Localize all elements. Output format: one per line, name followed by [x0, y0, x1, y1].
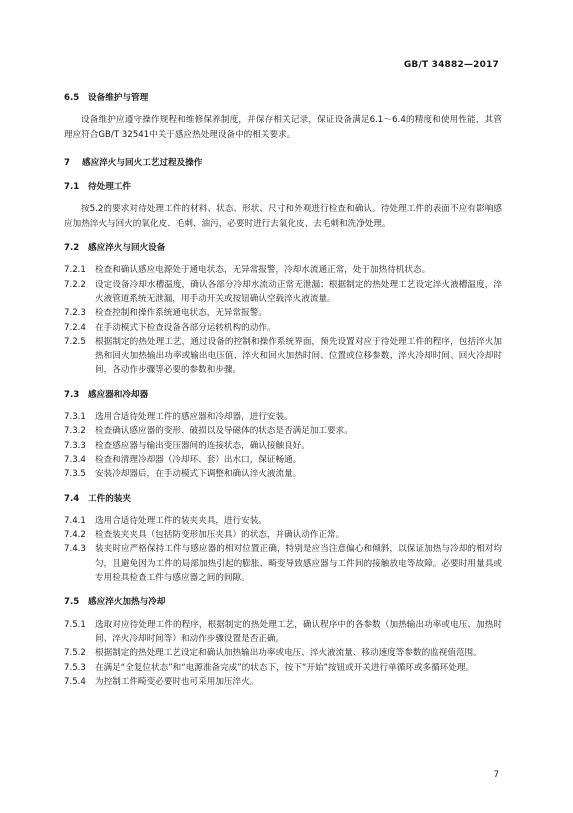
clause-item	[64, 646, 502, 660]
clause-item	[64, 263, 502, 277]
clause-number: 7.3.5	[64, 469, 86, 480]
clause-text: 检查感应器与输出变压器间的连接状态，确认接触良好。	[95, 440, 310, 451]
clause-text: 检查确认感应器的变形、破损以及导磁体的状态是否满足加工要求。	[95, 426, 353, 437]
clause-item	[64, 410, 502, 424]
section-heading-7-5	[64, 595, 502, 609]
clause-number: 7.2.2	[64, 279, 86, 290]
clause-number: 7.4.2	[64, 530, 86, 541]
clause-text: 装夹时应严格保持工件与感应器的相对位置正确，特别是应当注意偏心和倾斜，以保证加热与冷却的相对均匀，且避免因为工件的局部加热引起的膨胀、畸变导致感应器与工件间的接触放电等故障。必要时用量具或专用检具检查工件与感应器之间的间隙。	[95, 544, 502, 584]
clause-text: 选用合适待处理工件的感应器和冷却器，进行安装。	[95, 412, 293, 423]
clause-number: 7.2.3	[64, 308, 86, 319]
paragraph: 按5.2的要求对待处理工件的材料、状态、形状、尺寸和外观进行检查和确认。待处理工件的表面不应有影响感应加热淬火与回火的氧化皮、毛刺、油污，必要时进行去氧化皮、去毛刺和洗净处理。	[64, 204, 502, 229]
clause-item	[64, 278, 502, 307]
section-number: 6.5	[64, 93, 80, 103]
section-heading-7-2	[64, 241, 502, 255]
section-title: 待处理工件	[88, 182, 131, 193]
section-title: 设备维护与管理	[88, 93, 149, 103]
clause-text: 设定设备冷却水槽温度，确认各部分冷却水流动正常无泄漏；根据制定的热处理工艺设定淬火液槽温度，淬火液管道系统无泄漏，用手动开关或按钮确认空载淬火液流量。	[95, 279, 502, 304]
section-number: 7.3	[64, 389, 80, 400]
paragraph: 设备维护应遵守操作规程和维修保养制度，并保存相关记录，保证设备满足6.1～6.4的精度和使用性能，其管理应符合GB/T 32541中关于感应热处理设备中的相关要求。	[64, 115, 502, 140]
clause-item	[64, 467, 502, 481]
clause-number: 7.3.3	[64, 440, 86, 451]
clause-text: 在满足“全复位状态”和“电源准备完成”的状态下，按下“开始”按钮或开关进行单循环或多循环处理。	[95, 662, 475, 673]
clause-item	[64, 661, 502, 675]
clause-item	[64, 675, 502, 689]
clause-item	[64, 424, 502, 438]
clause-text: 在手动模式下检查设备各部分运转机构的动作。	[95, 322, 276, 333]
clause-text: 选取对应待处理工件的程序，根据制定的热处理工艺，确认程序中的各参数（加热输出功率或电压、加热时间、淬火冷却时间等）和动作步骤设置是否正确。	[95, 619, 502, 644]
clause-text: 选用合适待处理工件的装夹夹具，进行安装。	[95, 515, 267, 526]
section-heading-6-5	[64, 91, 502, 105]
section-number: 7.2	[64, 243, 80, 254]
section-title: 感应淬火加热与冷却	[88, 597, 166, 608]
section-number: 7	[64, 157, 70, 168]
clause-item	[64, 335, 502, 378]
section-heading-7	[64, 156, 502, 170]
section-number: 7.4	[64, 493, 80, 504]
clause-number: 7.5.1	[64, 619, 86, 630]
clause-number: 7.2.1	[64, 265, 86, 276]
clause-text: 为控制工件畸变必要时也可采用加压淬火。	[95, 676, 259, 687]
section-title: 工件的装夹	[88, 493, 131, 504]
clause-item	[64, 439, 502, 453]
clause-number: 7.5.4	[64, 676, 86, 687]
clause-number: 7.4.3	[64, 544, 86, 555]
clause-number: 7.3.4	[64, 454, 86, 465]
clause-number: 7.3.1	[64, 412, 86, 423]
clause-item	[64, 514, 502, 528]
clause-text: 检查和清理冷却器（冷却环、套）出水口，保证畅通。	[95, 454, 302, 465]
clause-item	[64, 306, 502, 320]
section-title: 感应淬火与回火设备	[88, 243, 166, 254]
section-heading-7-1	[64, 180, 502, 194]
clause-text: 检查装夹夹具（包括防变形加压夹具）的状态，并确认动作正常。	[95, 530, 345, 541]
standard-code: GB/T 34882—2017	[403, 60, 499, 70]
document-body	[64, 91, 502, 689]
clause-text: 根据制定的热处理工艺，通过设备的控制和操作系统界面，预先设置对应于待处理工件的程序，包括淬火加热和回火加热输出功率或输出电压值、淬火和回火加热时间、位置或位移参数、淬火冷却时间、回火冷却时间，各动作步骤等必要的参数和步骤。	[95, 336, 502, 376]
section-number: 7.5	[64, 597, 80, 608]
clause-text: 根据制定的热处理工艺设定和确认加热输出功率或电压、淬火液流量、移动速度等参数的监视值范围。	[95, 648, 482, 659]
section-heading-7-4	[64, 492, 502, 506]
section-heading-7-3	[64, 388, 502, 402]
clause-text: 检查和确认感应电源处于通电状态，无异常报警，冷却水流通正常，处于加热待机状态。	[95, 265, 431, 276]
clause-number: 7.5.2	[64, 648, 86, 659]
page-number: 7	[493, 770, 499, 780]
clause-item	[64, 528, 502, 542]
clause-number: 7.2.4	[64, 322, 86, 333]
clause-item	[64, 618, 502, 647]
section-title: 感应淬火与回火工艺过程及操作	[82, 157, 203, 168]
clause-item	[64, 542, 502, 585]
clause-number: 7.2.5	[64, 336, 86, 347]
clause-item	[64, 453, 502, 467]
clause-text: 检查控制和操作系统通电状态，无异常报警。	[95, 308, 267, 319]
section-number: 7.1	[64, 182, 80, 193]
section-title: 感应器和冷却器	[88, 389, 149, 400]
clause-text: 安装冷却器后，在手动模式下调整和确认淬火液流量。	[95, 469, 302, 480]
clause-item	[64, 321, 502, 335]
clause-number: 7.3.2	[64, 426, 86, 437]
clause-number: 7.4.1	[64, 515, 86, 526]
clause-number: 7.5.3	[64, 662, 86, 673]
